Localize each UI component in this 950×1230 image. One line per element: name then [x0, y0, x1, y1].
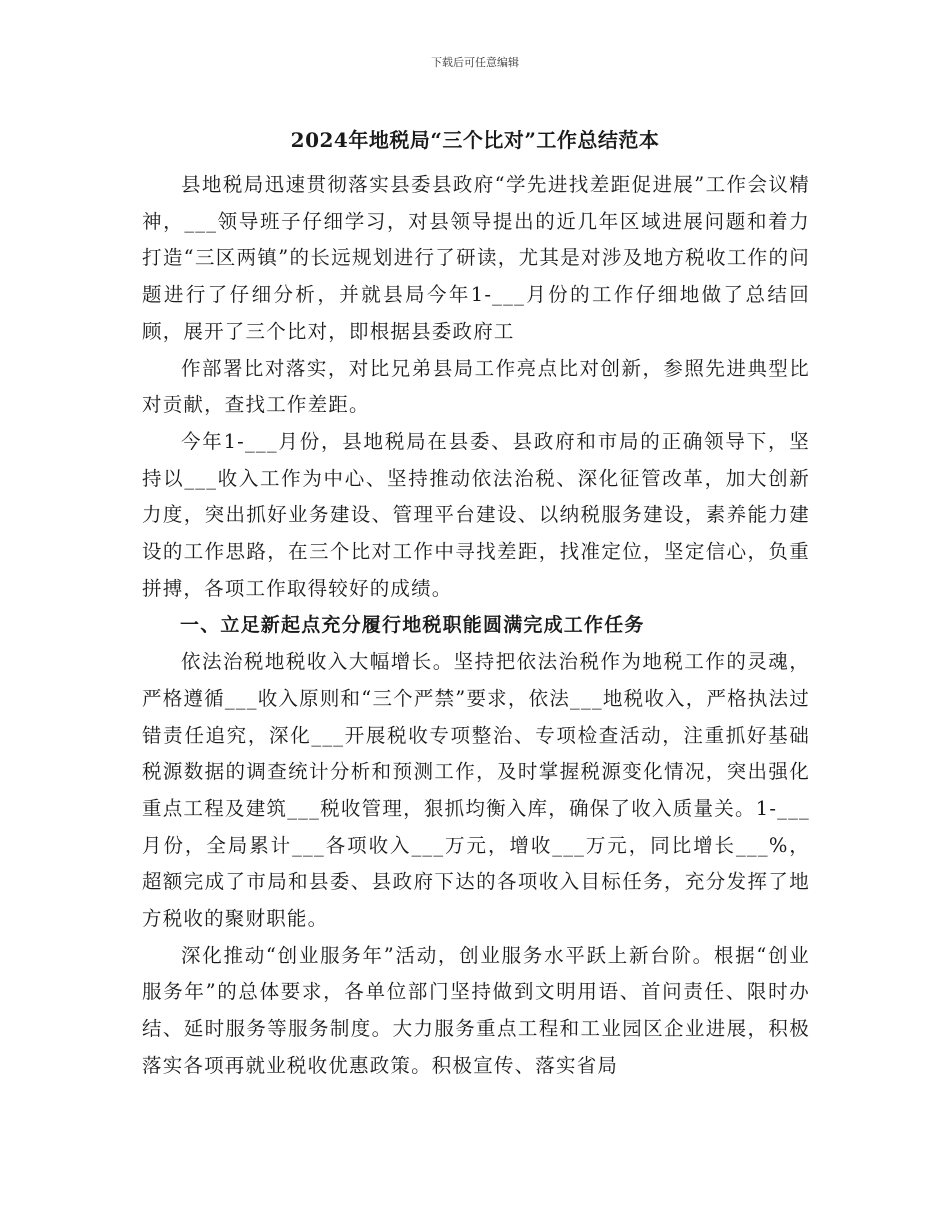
- document-title: 2024年地税局“三个比对”工作总结范本: [290, 128, 660, 152]
- page-header-note: 下载后可任意编辑: [431, 56, 519, 69]
- paragraph-continuation: 作部署比对落实，对比兄弟县局工作亮点比对创新，参照先进典型比对贡献，查找工作差距。: [142, 356, 810, 417]
- paragraph-service-year: 深化推动“创业服务年”活动，创业服务水平跃上新台阶。根据“创业服务年”的总体要求，各单位部门坚持做到文明用语、首问责任、限时办结、延时服务等服务制度。大力服务重点工程和工业园区企业进展，积极落实各项再就业税收优惠政策。积极宣传、落实省局: [142, 943, 810, 1077]
- paragraph-overview: 今年1-___月份，县地税局在县委、县政府和市局的正确领导下，坚持以___收入工作为中心、坚持推动依法治税、深化征管改革，加大创新力度，突出抓好业务建设、管理平台建设、以纳税服务建设，素养能力建设的工作思路，在三个比对工作中寻找差距，找准定位，坚定信心，负重拼搏，各项工作取得较好的成绩。: [142, 429, 810, 600]
- paragraph-intro: 县地税局迅速贯彻落实县委县政府“学先进找差距促进展”工作会议精神，___领导班子仔细学习，对县领导提出的近几年区域进展问题和着力打造“三区两镇”的长远规划进行了研读，尤其是对涉及地方税收工作的问题进行了仔细分析，并就县局今年1-___月份的工作仔细地做了总结回顾，展开了三个比对，即根据县委政府工: [142, 173, 810, 343]
- document-body: [142, 167, 810, 1085]
- paragraph-tax-revenue: 依法治税地税收入大幅增长。坚持把依法治税作为地税工作的灵魂，严格遵循___收入原则和“三个严禁”要求，依法___地税收入，严格执法过错责任追究，深化___开展税收专项整治、专项检查活动，注重抓好基础税源数据的调查统计分析和预测工作，及时掌握税源变化情况，突出强化重点工程及建筑___税收管理，狠抓均衡入库，确保了收入质量关。1-___月份，全局累计___各项收入___万元，增收___万元，同比增长___%，超额完成了市局和县委、县政府下达的各项收入目标任务，充分发挥了地方税收的聚财职能。: [142, 650, 810, 931]
- section-heading-1: 一、立足新起点充分履行地税职能圆满完成工作任务: [180, 614, 645, 637]
